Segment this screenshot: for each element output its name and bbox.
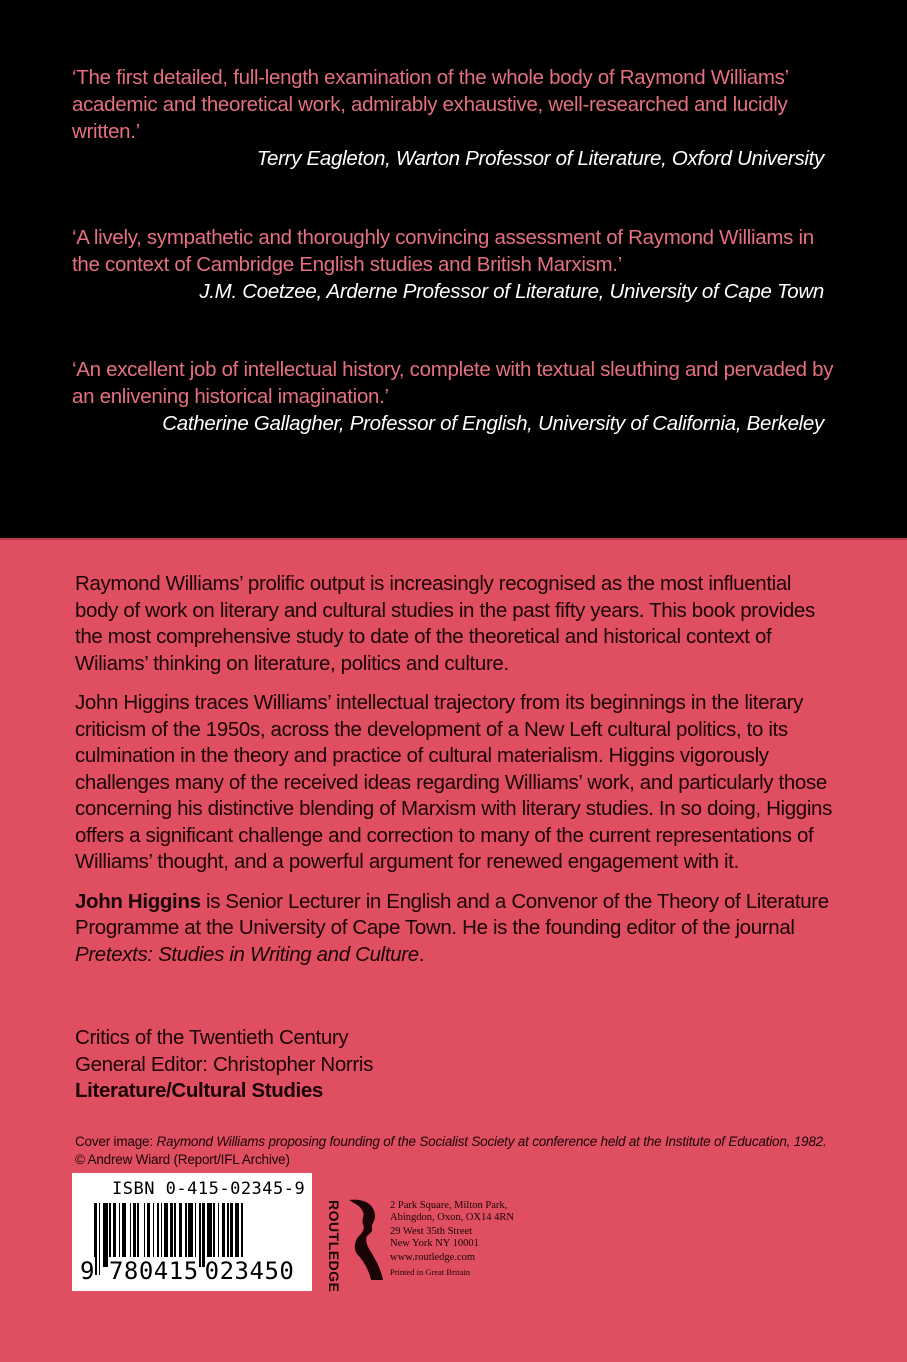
series-name: Critics of the Twentieth Century: [75, 1026, 349, 1049]
ean-right-group: 023450: [204, 1257, 295, 1285]
cover-credit-label: Cover image:: [75, 1134, 157, 1149]
address-us: [390, 1226, 514, 1249]
author-bio: [75, 889, 835, 969]
ean-13-digits: [80, 1257, 294, 1285]
printed-in: Printed in Great Britain: [390, 1266, 471, 1277]
cover-credit-copyright: © Andrew Wiard (Report/IFL Archive): [75, 1152, 290, 1167]
address-uk: [390, 1200, 514, 1223]
description-paragraph: John Higgins traces Williams’ intellectual trajectory from its beginnings in the literary criticism of the 1950s, across the development of a New Left cultural politics, to its culmination in the theory and practice of cultural materialism. Higgins vigorously challenges many of the received ideas regarding Williams’ work, and particularly those concerning his distinctive blending of Marxism with literary studies. In so doing, Higgins offers a significant challenge and correction to many of the current representations of Williams’ thought, and a powerful argument for renewed engagement with it.: [75, 691, 832, 873]
quote-attribution: Catherine Gallagher, Professor of English, University of California, Berkeley: [162, 412, 824, 435]
series-info: [75, 1025, 373, 1105]
cover-credit: [75, 1133, 835, 1169]
address-line: New York NY 10001: [390, 1237, 479, 1249]
isbn-10-label: ISBN 0-415-02345-9: [112, 1179, 306, 1199]
book-description: [75, 571, 835, 981]
journal-title: Pretexts: Studies in Writing and Culture: [75, 942, 419, 966]
series-subject: Literature/Cultural Studies: [75, 1079, 323, 1102]
quote-text: ‘An excellent job of intellectual history, complete with textual sleuthing and pervaded by an enlivening historical imagination.’: [72, 358, 834, 408]
quote-text: ‘The first detailed, full-length examination of the whole body of Raymond Williams’ academic and theoretical work, admirably exhaustive, well-researched and lucidly written.’: [72, 66, 789, 143]
endorsement-quote: [72, 64, 842, 172]
cover-credit-caption: Raymond Williams proposing founding of the Socialist Society at conference held at the Institute of Education, 1982.: [156, 1134, 827, 1149]
address-line: 29 West 35th Street: [390, 1226, 473, 1237]
publisher-address: [390, 1200, 514, 1278]
ean-first-digit: 9: [80, 1257, 95, 1285]
series-editor: General Editor: Christopher Norris: [75, 1052, 373, 1076]
address-line: 2 Park Square, Milton Park,: [390, 1200, 508, 1211]
author-bio-text: is Senior Lecturer in English and a Convenor of the Theory of Literature Programme at the University of Cape Town. He is the founding editor of the journal: [75, 889, 829, 939]
routledge-logo-icon: [345, 1198, 385, 1282]
quote-attribution: Terry Eagleton, Warton Professor of Literature, Oxford University: [256, 147, 824, 170]
publisher-website: www.routledge.com: [390, 1252, 476, 1263]
routledge-wordmark: [324, 1200, 346, 1293]
publisher-name: ROUTLEDGE: [326, 1200, 342, 1293]
quote-text: ‘A lively, sympathetic and thoroughly convincing assessment of Raymond Williams in the context of Cambridge English studies and British Marxism.’: [72, 226, 814, 276]
isbn-barcode: [72, 1173, 312, 1291]
address-line: Abingdon, Oxon, OX14 4RN: [390, 1211, 514, 1223]
ean-left-group: 780415: [108, 1257, 199, 1285]
description-paragraph: Raymond Williams’ prolific output is increasingly recognised as the most influential body of work on literary and cultural studies in the past fifty years. This book provides the most comprehensive study to date of the theoretical and historical context of Wiliams’ thinking on literature, politics and culture.: [75, 572, 815, 675]
author-name: John Higgins: [75, 889, 201, 913]
endorsement-quote: [72, 224, 842, 305]
quote-attribution: J.M. Coetzee, Arderne Professor of Literature, University of Cape Town: [199, 280, 824, 303]
endorsements-panel: [0, 0, 907, 538]
bio-end: .: [418, 942, 425, 966]
endorsement-quote: [72, 356, 842, 437]
